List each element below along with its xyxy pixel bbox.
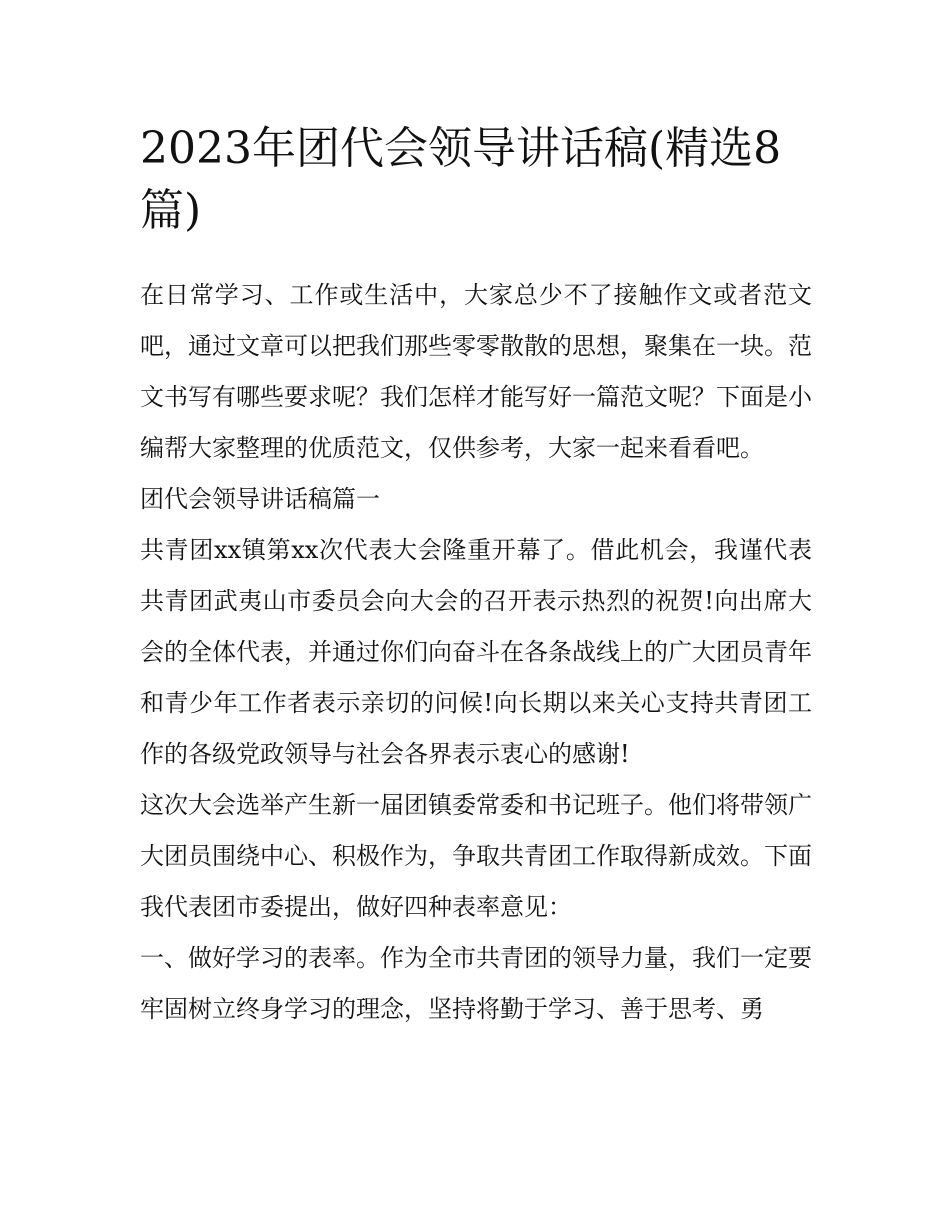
- body-paragraph: 一、做好学习的表率。作为全市共青团的领导力量，我们一定要牢固树立终身学习的理念，坚持将勤于学习、善于思考、勇: [140, 944, 812, 1023]
- section-heading: 团代会领导讲话稿篇一: [140, 485, 380, 513]
- document-body: [140, 118, 812, 1035]
- document-title: 2023年团代会领导讲话稿(精选8篇): [140, 123, 782, 236]
- intro-paragraph: 在日常学习、工作或生活中，大家总少不了接触作文或者范文吧，通过文章可以把我们那些零零散散的思想，聚集在一块。范文书写有哪些要求呢？我们怎样才能写好一篇范文呢？下面是小编帮大家整理的优质范文，仅供参考，大家一起来看看吧。: [140, 281, 812, 462]
- body-paragraph: 这次大会选举产生新一届团镇委常委和书记班子。他们将带领广大团员围绕中心、积极作为，争取共青团工作取得新成效。下面我代表团市委提出，做好四种表率意见：: [140, 791, 812, 921]
- body-paragraph: 共青团xx镇第xx次代表大会隆重开幕了。借此机会，我谨代表共青团武夷山市委员会向大会的召开表示热烈的祝贺!向出席大会的全体代表，并通过你们向奋斗在各条战线上的广大团员青年和青少年工作者表示亲切的问候!向长期以来关心支持共青团工作的各级党政领导与社会各界表示衷心的感谢!: [140, 536, 812, 768]
